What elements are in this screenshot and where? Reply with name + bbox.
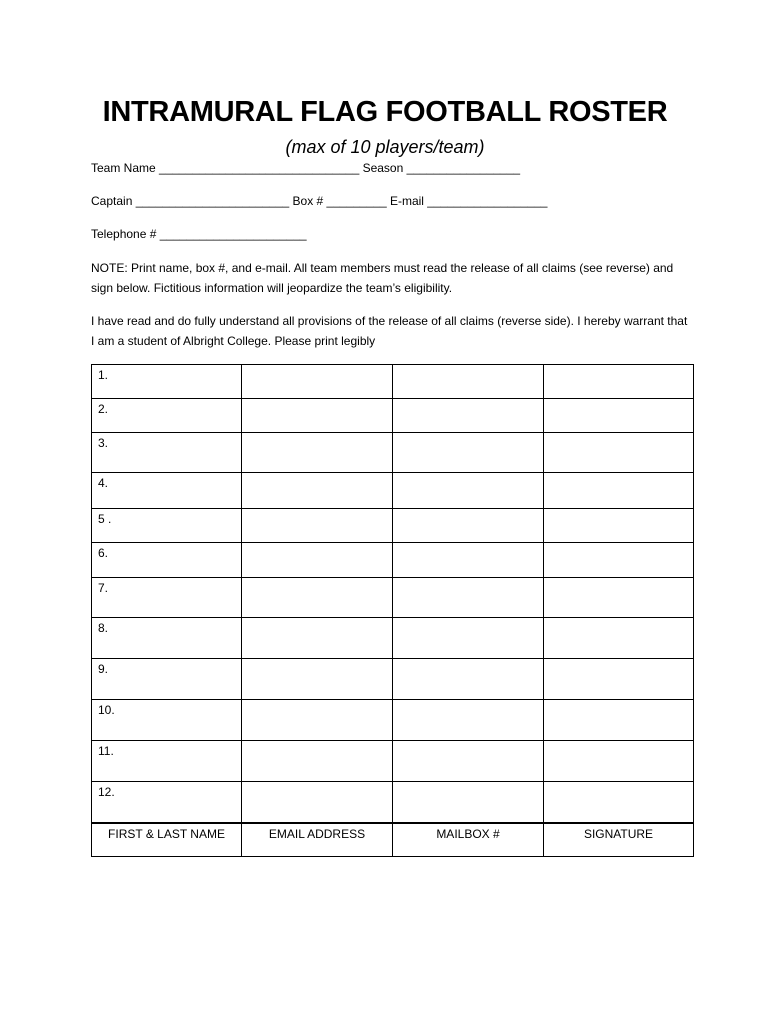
table-row [92,659,694,700]
blank-cell [393,473,544,509]
row-number: 1. [92,365,242,399]
row-number: 10. [92,700,242,741]
column-header: FIRST & LAST NAME [92,823,242,857]
blank-cell [544,433,694,473]
page-title: INTRAMURAL FLAG FOOTBALL ROSTER [102,96,668,128]
row-number: 8. [92,618,242,659]
blank-cell [393,433,544,473]
blank-cell [242,509,393,543]
blank-cell [393,543,544,578]
table-row [92,509,694,543]
row-number: 6. [92,543,242,578]
blank-cell [242,741,393,782]
blank-cell [393,509,544,543]
blank-cell [544,365,694,399]
table-row [92,473,694,509]
table-row [92,365,694,399]
blank-cell [544,741,694,782]
blank-cell [393,700,544,741]
captain-box-email-line: Captain _______________________ Box # _________ E-mail __________________ [91,194,548,208]
blank-cell [544,578,694,618]
row-number: 9. [92,659,242,700]
blank-cell [544,782,694,823]
blank-cell [242,700,393,741]
blank-cell [393,618,544,659]
note-paragraph: NOTE: Print name, box #, and e-mail. All team members must read the release of all claims (see reverse) and sign below. Fictitious information will jeopardize the team’s eligibility. [91,261,674,295]
blank-cell [242,433,393,473]
table-row [92,741,694,782]
blank-cell [393,578,544,618]
blank-cell [544,543,694,578]
telephone-line: Telephone # ______________________ [91,227,307,241]
blank-cell [242,365,393,399]
blank-cell [544,473,694,509]
table-row [92,700,694,741]
blank-cell [393,659,544,700]
column-header-row [92,823,694,857]
blank-cell [242,399,393,433]
blank-cell [242,473,393,509]
row-number: 11. [92,741,242,782]
blank-cell [393,782,544,823]
blank-cell [544,659,694,700]
blank-cell [544,509,694,543]
column-header: MAILBOX # [393,823,544,857]
blank-cell [393,365,544,399]
blank-cell [242,543,393,578]
row-number: 7. [92,578,242,618]
table-row [92,782,694,823]
row-number: 2. [92,399,242,433]
blank-cell [393,741,544,782]
team-season-line: Team Name ______________________________ Season _________________ [91,161,521,175]
blank-cell [242,578,393,618]
table-row [92,399,694,433]
statement-paragraph: I have read and do fully understand all provisions of the release of all claims (reverse side). I hereby warrant that I am a student of Albright College. Please print legibly [91,314,688,348]
blank-cell [544,618,694,659]
table-row [92,433,694,473]
table-row [92,543,694,578]
table-row [92,578,694,618]
blank-cell [242,618,393,659]
table-row [92,618,694,659]
roster-table [91,364,694,857]
blank-cell [544,399,694,433]
page-subtitle: (max of 10 players/team) [285,137,485,157]
row-number: 3. [92,433,242,473]
column-header: SIGNATURE [544,823,694,857]
column-header: EMAIL ADDRESS [242,823,393,857]
blank-cell [242,659,393,700]
blank-cell [544,700,694,741]
row-number: 4. [92,473,242,509]
blank-cell [393,399,544,433]
row-number: 5 . [92,509,242,543]
row-number: 12. [92,782,242,823]
blank-cell [242,782,393,823]
